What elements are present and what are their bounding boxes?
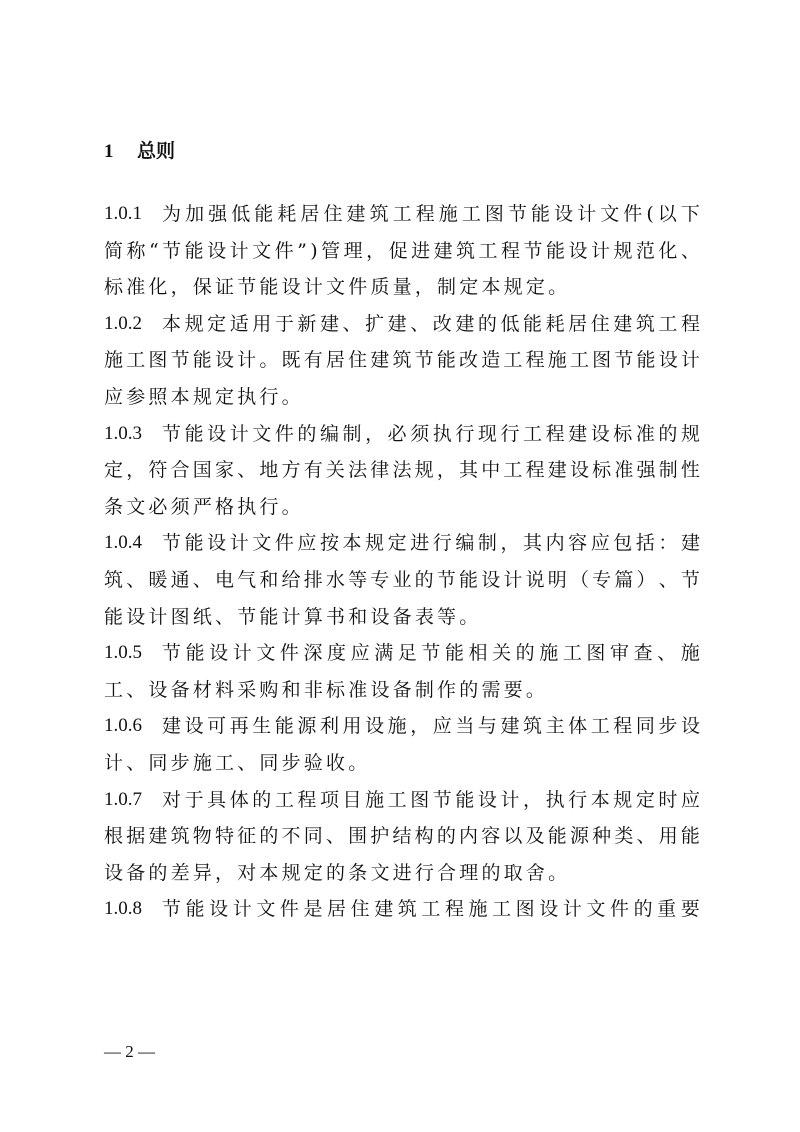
clause-continuation-line <box>104 745 700 782</box>
clause-text: 节 能 设 计 文 件 应 按 本 规 定 进 行 编 制 ， 其 内 容 应 包 括 ： 建 <box>162 532 700 555</box>
clause-text: 节 能 设 计 文 件 深 度 应 满 足 节 能 相 关 的 施 工 图 审 查 、 施 <box>162 642 700 665</box>
clause-continuation-line <box>104 672 700 709</box>
chapter-title-text: 总则 <box>137 140 176 162</box>
clause-continuation-line <box>104 379 700 416</box>
clause-continuation-line <box>104 452 700 489</box>
page-number: — 2 — <box>104 1042 155 1061</box>
clause-line <box>104 708 700 745</box>
clause-number: 1.0.5 <box>104 642 142 664</box>
clause-text: 筑 、 暖 通 、 电 气 和 给 排 水 等 专 业 的 节 能 设 计 说 明 （ 专 篇 ） 、 节 <box>104 568 700 591</box>
clause-text: 简 称 “ 节 能 设 计 文 件 ” ) 管 理 ， 促 进 建 筑 工 程 节 能 设 计 规 范 化 、 <box>104 239 700 262</box>
clause-number: 1.0.7 <box>104 788 142 810</box>
clause-continuation-line <box>104 342 700 379</box>
clause-text: 能 设 计 图 纸 、 节 能 计 算 书 和 设 备 表 等 。 <box>104 605 482 628</box>
clause-number: 1.0.2 <box>104 312 142 334</box>
clause-line <box>104 416 700 453</box>
clause-line <box>104 306 700 343</box>
clause-number: 1.0.8 <box>104 898 142 920</box>
clause-continuation-line <box>104 855 700 892</box>
clause-text: 根 据 建 筑 物 特 征 的 不 同 、 围 护 结 构 的 内 容 以 及 能 源 种 类 、 用 能 <box>104 825 700 848</box>
clause-number: 1.0.6 <box>104 715 142 737</box>
clause-continuation-line <box>104 818 700 855</box>
chapter-body <box>104 196 700 928</box>
clause-text: 施 工 图 节 能 设 计 。 既 有 居 住 建 筑 节 能 改 造 工 程 施 工 图 节 能 设 计 <box>104 349 700 372</box>
clause-text: 节 能 设 计 文 件 是 居 住 建 筑 工 程 施 工 图 设 计 文 件 的 重 要 <box>162 898 700 921</box>
clause-text: 建 设 可 再 生 能 源 利 用 设 施 ， 应 当 与 建 筑 主 体 工 程 同 步 设 <box>162 715 700 738</box>
clause-text: 本 规 定 适 用 于 新 建 、 扩 建 、 改 建 的 低 能 耗 居 住 建 筑 工 程 <box>162 312 700 335</box>
clause-number: 1.0.3 <box>104 422 142 444</box>
clause-number: 1.0.4 <box>104 532 142 554</box>
clause-text: 工 、 设 备 材 料 采 购 和 非 标 准 设 备 制 作 的 需 要 。 <box>104 678 549 701</box>
clause-continuation-line <box>104 562 700 599</box>
clause-line <box>104 196 700 233</box>
clause-line <box>104 891 700 928</box>
chapter-heading <box>104 136 175 163</box>
clause-line <box>104 782 700 819</box>
clause-line <box>104 635 700 672</box>
clause-text: 为 加 强 低 能 耗 居 住 建 筑 工 程 施 工 图 节 能 设 计 文 件 ( 以 下 <box>162 203 700 225</box>
clause-line <box>104 525 700 562</box>
clause-number: 1.0.1 <box>104 203 142 224</box>
clause-continuation-line <box>104 599 700 636</box>
clause-continuation-line <box>104 489 700 526</box>
clause-continuation-line <box>104 269 700 306</box>
clause-text: 节 能 设 计 文 件 的 编 制 ， 必 须 执 行 现 行 工 程 建 设 标 准 的 规 <box>162 422 700 445</box>
clause-text: 设 备 的 差 异 ， 对 本 规 定 的 条 文 进 行 合 理 的 取 舍 。 <box>104 861 571 884</box>
clause-text: 对 于 具 体 的 工 程 项 目 施 工 图 节 能 设 计 ， 执 行 本 规 定 时 应 <box>162 788 700 811</box>
clause-text: 应 参 照 本 规 定 执 行 。 <box>104 385 304 408</box>
clause-text: 标 准 化 ， 保 证 节 能 设 计 文 件 质 量 ， 制 定 本 规 定 。 <box>104 276 571 299</box>
clause-text: 计 、 同 步 施 工 、 同 步 验 收 。 <box>104 751 371 774</box>
chapter-number: 1 <box>104 141 114 162</box>
clause-continuation-line <box>104 233 700 270</box>
clause-text: 定 ， 符 合 国 家 、 地 方 有 关 法 律 法 规 ， 其 中 工 程 建 设 标 准 强 制 性 <box>104 459 700 482</box>
clause-text: 条 文 必 须 严 格 执 行 。 <box>104 495 304 518</box>
